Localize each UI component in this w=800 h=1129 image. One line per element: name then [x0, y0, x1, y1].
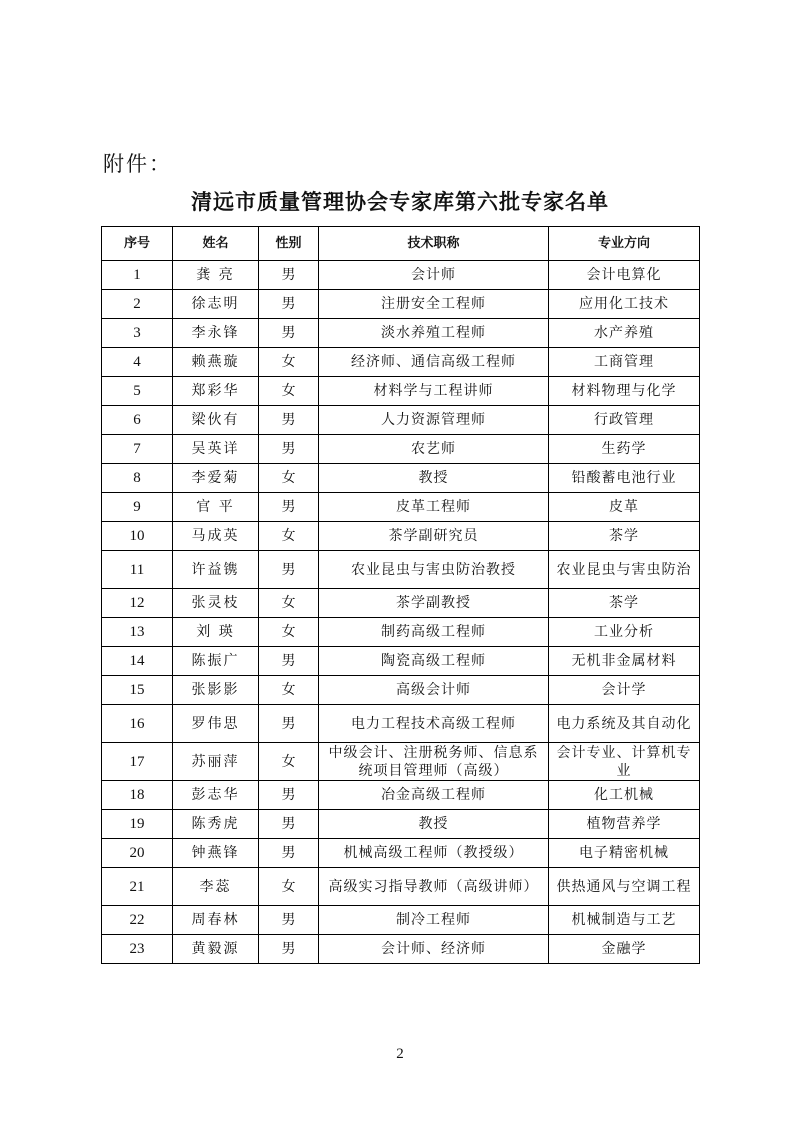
table-row — [102, 743, 700, 781]
cell-title: 高级实习指导教师（高级讲师） — [319, 868, 549, 906]
cell-field: 行政管理 — [549, 406, 700, 435]
cell-sex: 男 — [259, 647, 319, 676]
cell-name: 梁伙有 — [173, 406, 259, 435]
cell-sex: 女 — [259, 676, 319, 705]
cell-sex: 男 — [259, 261, 319, 290]
cell-title: 淡水养殖工程师 — [319, 319, 549, 348]
cell-no: 13 — [102, 618, 173, 647]
cell-field: 无机非金属材料 — [549, 647, 700, 676]
cell-title: 教授 — [319, 464, 549, 493]
table-row — [102, 290, 700, 319]
cell-title: 注册安全工程师 — [319, 290, 549, 319]
cell-field: 茶学 — [549, 522, 700, 551]
cell-field: 铅酸蓄电池行业 — [549, 464, 700, 493]
cell-name: 官 平 — [173, 493, 259, 522]
cell-no: 22 — [102, 906, 173, 935]
cell-no: 17 — [102, 743, 173, 781]
table-row — [102, 868, 700, 906]
table-row — [102, 705, 700, 743]
table-header-row — [102, 227, 700, 261]
cell-field: 机械制造与工艺 — [549, 906, 700, 935]
cell-field: 水产养殖 — [549, 319, 700, 348]
cell-name: 许益镌 — [173, 551, 259, 589]
cell-title: 电力工程技术高级工程师 — [319, 705, 549, 743]
cell-name: 徐志明 — [173, 290, 259, 319]
cell-name: 黄毅源 — [173, 935, 259, 964]
table-row — [102, 839, 700, 868]
cell-name: 周春林 — [173, 906, 259, 935]
cell-sex: 女 — [259, 522, 319, 551]
cell-name: 苏丽萍 — [173, 743, 259, 781]
cell-sex: 女 — [259, 348, 319, 377]
table-row — [102, 781, 700, 810]
table-row — [102, 589, 700, 618]
cell-sex: 男 — [259, 935, 319, 964]
cell-title: 农艺师 — [319, 435, 549, 464]
cell-name: 郑彩华 — [173, 377, 259, 406]
cell-field: 生药学 — [549, 435, 700, 464]
cell-no: 6 — [102, 406, 173, 435]
cell-no: 10 — [102, 522, 173, 551]
cell-sex: 女 — [259, 868, 319, 906]
table-row — [102, 464, 700, 493]
cell-sex: 女 — [259, 464, 319, 493]
cell-sex: 男 — [259, 290, 319, 319]
cell-sex: 男 — [259, 551, 319, 589]
cell-no: 2 — [102, 290, 173, 319]
cell-title: 教授 — [319, 810, 549, 839]
cell-title: 茶学副教授 — [319, 589, 549, 618]
cell-field: 皮革 — [549, 493, 700, 522]
attachment-label: 附件： — [103, 152, 172, 176]
cell-sex: 男 — [259, 406, 319, 435]
cell-field: 供热通风与空调工程 — [549, 868, 700, 906]
cell-field: 茶学 — [549, 589, 700, 618]
cell-title: 制药高级工程师 — [319, 618, 549, 647]
table-row — [102, 935, 700, 964]
table-row — [102, 522, 700, 551]
cell-name: 吴英详 — [173, 435, 259, 464]
cell-name: 张影影 — [173, 676, 259, 705]
cell-title: 制冷工程师 — [319, 906, 549, 935]
cell-name: 彭志华 — [173, 781, 259, 810]
cell-title: 茶学副研究员 — [319, 522, 549, 551]
cell-name: 李永锋 — [173, 319, 259, 348]
cell-title: 会计师、经济师 — [319, 935, 549, 964]
cell-field: 工商管理 — [549, 348, 700, 377]
cell-field: 会计电算化 — [549, 261, 700, 290]
cell-title: 材料学与工程讲师 — [319, 377, 549, 406]
cell-no: 19 — [102, 810, 173, 839]
document-title: 清远市质量管理协会专家库第六批专家名单 — [191, 189, 609, 214]
cell-sex: 女 — [259, 589, 319, 618]
cell-sex: 女 — [259, 743, 319, 781]
cell-sex: 男 — [259, 781, 319, 810]
table-row — [102, 647, 700, 676]
cell-no: 21 — [102, 868, 173, 906]
cell-no: 15 — [102, 676, 173, 705]
cell-name: 刘 瑛 — [173, 618, 259, 647]
cell-no: 14 — [102, 647, 173, 676]
cell-field: 应用化工技术 — [549, 290, 700, 319]
cell-no: 7 — [102, 435, 173, 464]
cell-no: 9 — [102, 493, 173, 522]
cell-no: 5 — [102, 377, 173, 406]
cell-name: 罗伟思 — [173, 705, 259, 743]
cell-name: 陈秀虎 — [173, 810, 259, 839]
table-body — [102, 261, 700, 964]
cell-field: 会计学 — [549, 676, 700, 705]
cell-name: 龚 亮 — [173, 261, 259, 290]
cell-field: 电子精密机械 — [549, 839, 700, 868]
table-row — [102, 618, 700, 647]
cell-name: 钟燕锋 — [173, 839, 259, 868]
cell-name: 张灵枝 — [173, 589, 259, 618]
cell-name: 李爱菊 — [173, 464, 259, 493]
cell-no: 23 — [102, 935, 173, 964]
cell-sex: 男 — [259, 493, 319, 522]
cell-title: 高级会计师 — [319, 676, 549, 705]
cell-field: 植物营养学 — [549, 810, 700, 839]
cell-field: 材料物理与化学 — [549, 377, 700, 406]
header-sex: 性别 — [259, 227, 319, 261]
cell-field: 化工机械 — [549, 781, 700, 810]
cell-title: 冶金高级工程师 — [319, 781, 549, 810]
table-row — [102, 435, 700, 464]
cell-no: 8 — [102, 464, 173, 493]
cell-sex: 男 — [259, 435, 319, 464]
header-title: 技术职称 — [319, 227, 549, 261]
cell-name: 马成英 — [173, 522, 259, 551]
cell-field: 农业昆虫与害虫防治 — [549, 551, 700, 589]
cell-sex: 女 — [259, 377, 319, 406]
cell-field: 金融学 — [549, 935, 700, 964]
cell-title: 经济师、通信高级工程师 — [319, 348, 549, 377]
cell-no: 1 — [102, 261, 173, 290]
cell-field: 工业分析 — [549, 618, 700, 647]
table-row — [102, 377, 700, 406]
page-number: 2 — [396, 1046, 404, 1062]
table-row — [102, 906, 700, 935]
cell-title: 皮革工程师 — [319, 493, 549, 522]
cell-title: 农业昆虫与害虫防治教授 — [319, 551, 549, 589]
cell-no: 12 — [102, 589, 173, 618]
table-row — [102, 676, 700, 705]
cell-no: 11 — [102, 551, 173, 589]
cell-name: 李蕊 — [173, 868, 259, 906]
cell-sex: 男 — [259, 906, 319, 935]
cell-title: 陶瓷高级工程师 — [319, 647, 549, 676]
cell-no: 3 — [102, 319, 173, 348]
cell-name: 赖燕璇 — [173, 348, 259, 377]
cell-no: 16 — [102, 705, 173, 743]
cell-field: 电力系统及其自动化 — [549, 705, 700, 743]
header-name: 姓名 — [173, 227, 259, 261]
header-field: 专业方向 — [549, 227, 700, 261]
cell-title: 中级会计、注册税务师、信息系统项目管理师（高级） — [319, 743, 549, 781]
cell-sex: 女 — [259, 618, 319, 647]
table-row — [102, 261, 700, 290]
cell-title: 会计师 — [319, 261, 549, 290]
cell-no: 18 — [102, 781, 173, 810]
table-row — [102, 810, 700, 839]
cell-sex: 男 — [259, 810, 319, 839]
cell-name: 陈振广 — [173, 647, 259, 676]
cell-sex: 男 — [259, 839, 319, 868]
table-row — [102, 348, 700, 377]
cell-title: 人力资源管理师 — [319, 406, 549, 435]
cell-title: 机械高级工程师（教授级） — [319, 839, 549, 868]
cell-no: 20 — [102, 839, 173, 868]
table-row — [102, 319, 700, 348]
cell-field: 会计专业、计算机专业 — [549, 743, 700, 781]
expert-list-table — [101, 226, 700, 964]
table-row — [102, 493, 700, 522]
cell-no: 4 — [102, 348, 173, 377]
cell-sex: 男 — [259, 319, 319, 348]
table-row — [102, 551, 700, 589]
header-no: 序号 — [102, 227, 173, 261]
table-row — [102, 406, 700, 435]
cell-sex: 男 — [259, 705, 319, 743]
